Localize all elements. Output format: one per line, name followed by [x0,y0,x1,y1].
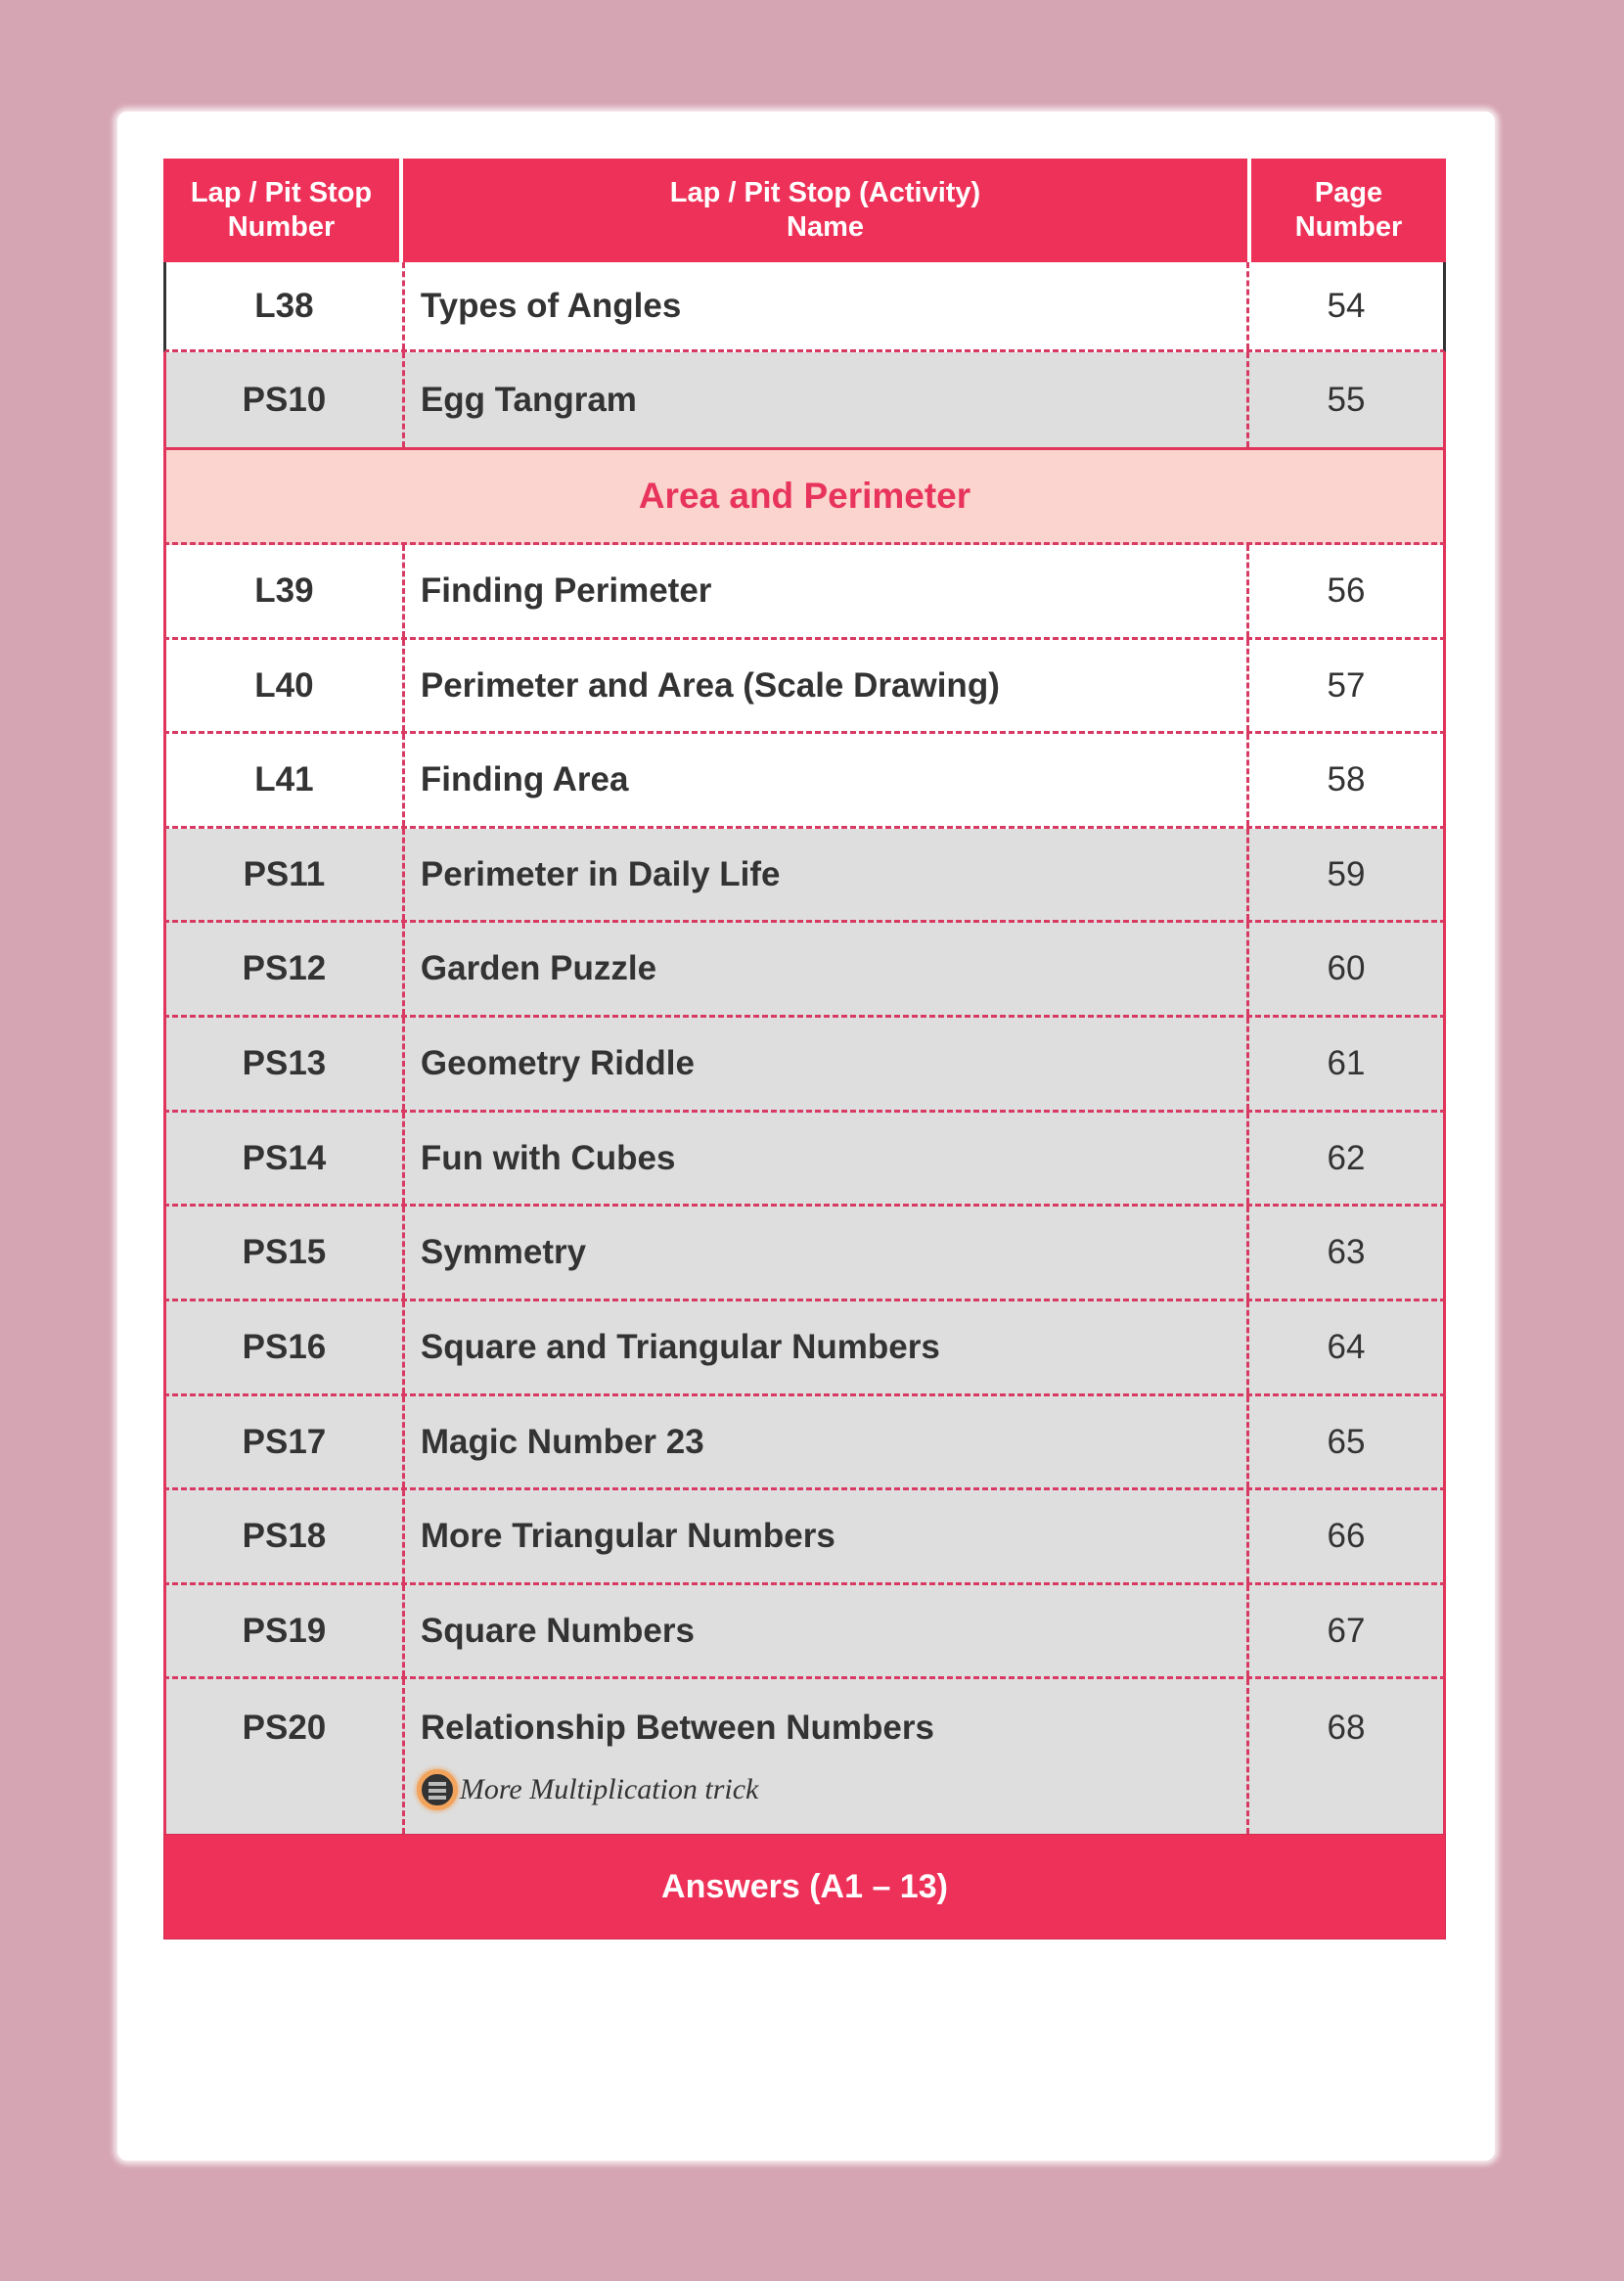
row-page: 54 [1327,286,1366,325]
row-name: More Triangular Numbers [405,1490,1249,1582]
table-row[interactable] [163,1113,1446,1207]
row-name: Types of Angles [405,262,1249,349]
table-row[interactable] [163,1207,1446,1301]
table-row[interactable] [163,923,1446,1018]
row-number: PS12 [166,923,405,1015]
table-row[interactable] [163,1396,1446,1490]
table-row[interactable] [163,1301,1446,1396]
row-number: PS16 [166,1301,405,1393]
row-name: Symmetry [405,1207,1249,1299]
row-page: 60 [1327,949,1366,987]
row-page: 67 [1327,1611,1366,1650]
row-page: 59 [1327,854,1366,893]
row-number: PS18 [166,1490,405,1582]
table-row[interactable] [163,352,1446,447]
table-row[interactable] [163,545,1446,640]
row-number: PS17 [166,1396,405,1487]
header-number-line2: Number [227,211,336,243]
row-number: L41 [166,734,405,826]
row-page: 56 [1327,571,1366,610]
table-row[interactable] [163,734,1446,829]
multiplication-trick-note [417,1769,759,1810]
row-name: Finding Area [405,734,1249,826]
row-name: Finding Perimeter [405,545,1249,637]
multiplication-trick-label: More Multiplication trick [459,1773,759,1805]
row-number: PS20 [166,1679,405,1834]
row-number: L39 [166,545,405,637]
table-row[interactable] [163,829,1446,923]
row-number: L40 [166,640,405,731]
row-page: 66 [1327,1517,1366,1555]
table-header [163,159,1446,262]
row-page: 57 [1327,665,1366,705]
row-number: PS15 [166,1207,405,1299]
row-name: Magic Number 23 [405,1396,1249,1487]
header-number [163,159,403,262]
row-page: 58 [1327,760,1366,798]
header-name-line1: Lap / Pit Stop (Activity) [669,177,981,208]
row-number: PS19 [166,1585,405,1676]
table-row[interactable] [163,1490,1446,1585]
table-row[interactable] [163,640,1446,734]
row-number: L38 [166,262,405,349]
row-number: PS10 [166,352,405,447]
row-name: Perimeter and Area (Scale Drawing) [405,640,1249,731]
table-row[interactable] [163,1679,1446,1834]
table-row[interactable] [163,1585,1446,1679]
row-name: Relationship Between Numbers [420,1709,934,1747]
row-name: Square and Triangular Numbers [405,1301,1249,1393]
header-page-line2: Number [1294,211,1403,243]
row-name: Geometry Riddle [405,1018,1249,1110]
row-page: 68 [1327,1709,1366,1747]
row-name: Square Numbers [405,1585,1249,1676]
row-page: 65 [1327,1422,1366,1461]
row-name: Perimeter in Daily Life [405,829,1249,920]
row-name: Egg Tangram [405,352,1249,447]
row-page: 55 [1327,380,1366,419]
table-row[interactable] [163,262,1446,352]
header-name [403,159,1251,262]
row-page: 62 [1327,1138,1366,1177]
section-heading: Area and Perimeter [163,447,1446,545]
row-name: Garden Puzzle [405,923,1249,1015]
header-page-line1: Page [1314,177,1383,208]
header-number-line1: Lap / Pit Stop [190,177,373,208]
row-page: 63 [1327,1233,1366,1271]
row-number: PS11 [166,829,405,920]
row-number: PS13 [166,1018,405,1110]
header-page [1251,159,1446,262]
table-row[interactable] [163,1018,1446,1113]
multiplication-trick-badge-icon [417,1769,458,1810]
row-page: 61 [1327,1044,1366,1082]
answers-footer[interactable]: Answers (A1 – 13) [163,1834,1446,1939]
row-name-cell [405,1679,1249,1834]
header-name-line2: Name [787,211,864,243]
row-number: PS14 [166,1113,405,1204]
table-of-contents [163,159,1446,1939]
row-name: Fun with Cubes [405,1113,1249,1204]
row-page: 64 [1327,1328,1366,1366]
